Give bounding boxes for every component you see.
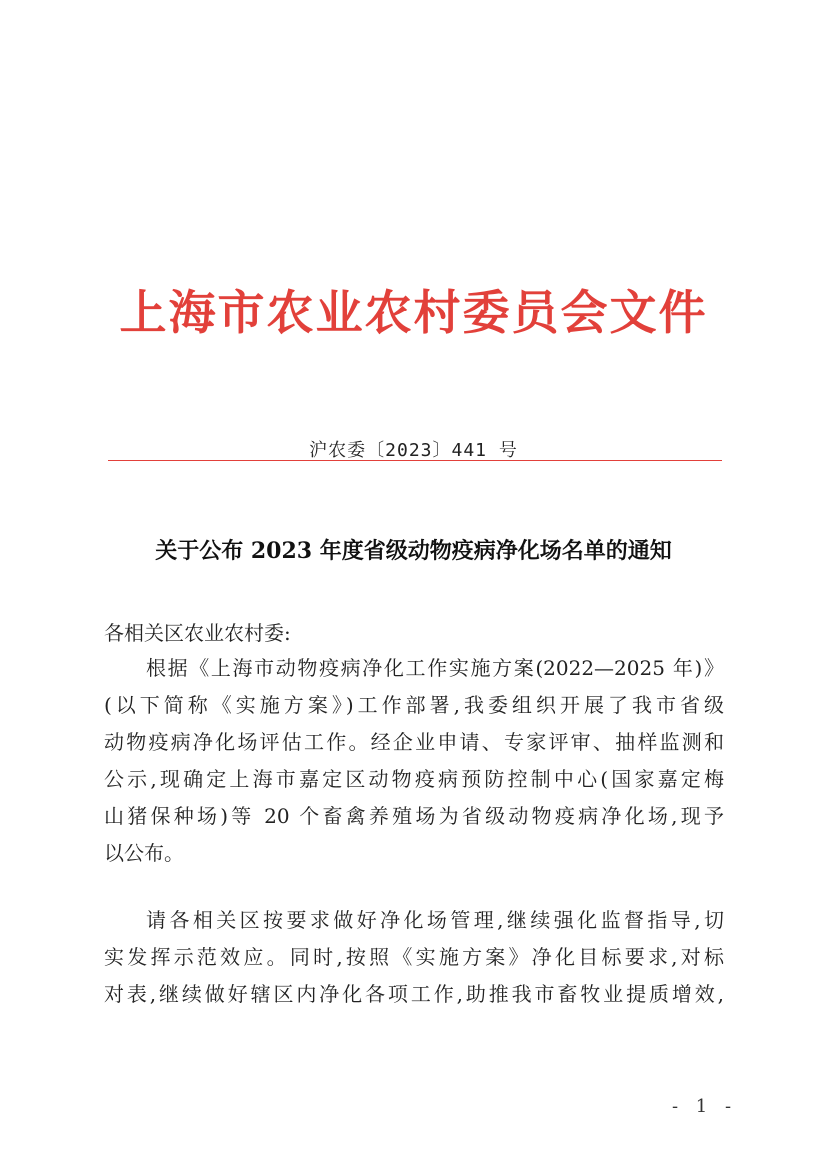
notice-title: 关于公布 2023 年度省级动物疫病净化场名单的通知 xyxy=(155,538,672,564)
paragraph-line: 以公布。 xyxy=(104,841,184,865)
paragraph-line: 实发挥示范效应。同时,按照《实施方案》净化目标要求,对标 xyxy=(104,945,724,969)
page-number: - 1 - xyxy=(672,1096,738,1117)
header-divider xyxy=(108,460,722,461)
paragraph-line: 请各相关区按要求做好净化场管理,继续强化监督指导,切 xyxy=(146,908,724,932)
paragraph-line: (以下简称《实施方案》)工作部署,我委组织开展了我市省级 xyxy=(104,693,724,717)
document-number: 沪农委〔2023〕441 号 xyxy=(309,440,518,461)
paragraph-line: 根据《上海市动物疫病净化工作实施方案(2022—2025 年)》 xyxy=(146,656,724,680)
paragraph-2 xyxy=(104,902,724,1013)
salutation: 各相关区农业农村委: xyxy=(104,621,291,645)
paragraph-1 xyxy=(104,650,724,872)
paragraph-line: 山猪保种场)等 20 个畜禽养殖场为省级动物疫病净化场,现予 xyxy=(104,804,724,828)
paragraph-line: 公示,现确定上海市嘉定区动物疫病预防控制中心(国家嘉定梅 xyxy=(104,767,724,791)
paragraph-line: 对表,继续做好辖区内净化各项工作,助推我市畜牧业提质增效, xyxy=(104,982,724,1006)
paragraph-line: 动物疫病净化场评估工作。经企业申请、专家评审、抽样监测和 xyxy=(104,730,724,754)
issuer-title: 上海市农业农村委员会文件 xyxy=(119,286,708,341)
